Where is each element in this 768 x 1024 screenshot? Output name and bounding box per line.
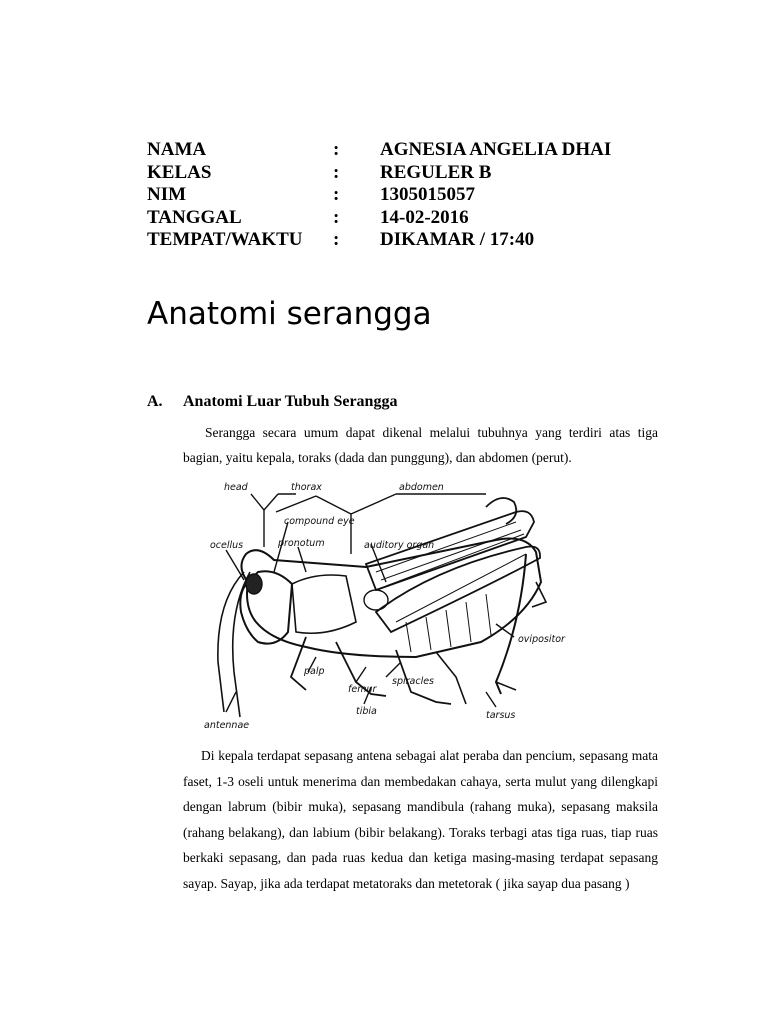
identity-label: KELAS xyxy=(147,161,212,183)
label-ovipositor: ovipositor xyxy=(518,634,565,645)
identity-value: 14-02-2016 xyxy=(380,206,469,228)
identity-row xyxy=(147,229,667,252)
identity-label: NAMA xyxy=(147,139,207,160)
identity-value: REGULER B xyxy=(380,161,492,183)
identity-label: NIM xyxy=(147,184,187,205)
label-antennae: antennae xyxy=(204,720,250,731)
label-ocellus: ocellus xyxy=(210,540,244,551)
identity-label: TANGGAL xyxy=(147,206,242,228)
label-tarsus: tarsus xyxy=(486,710,516,721)
identity-value: AGNESIA ANGELIA DHAI xyxy=(380,139,612,160)
label-abdomen: abdomen xyxy=(399,482,444,493)
identity-separator: : xyxy=(333,206,340,228)
identity-block xyxy=(147,139,667,252)
section-heading-text: Anatomi Luar Tubuh Serangga xyxy=(183,393,398,410)
label-tibia: tibia xyxy=(356,706,377,717)
identity-label: TEMPAT/WAKTU xyxy=(147,229,303,250)
identity-row xyxy=(147,184,667,207)
body-paragraph: Di kepala terdapat sepasang antena sebagai alat peraba dan pencium, sepasang mata faset, 1-3 oseli untuk menerima dan membedakan cahaya, serta mulut yang dilengkapi dengan labrum (bibir muka), sepasang mandibula (rahang muka), sepasang maksila (rahang belakang), dan labium (bibir belakang). Toraks terbagi atas tiga ruas, tiap ruas berkaki sepasang, dan pada ruas kedua dan ketiga masing-masing terdapat sepasang sayap. Sayap, jika ada terdapat metatoraks dan metetorak ( jika sayap dua pasang ) xyxy=(183,748,658,891)
identity-row xyxy=(147,207,667,230)
identity-row xyxy=(147,162,667,185)
label-head: head xyxy=(224,482,248,493)
identity-separator: : xyxy=(333,161,340,183)
intro-paragraph: Serangga secara umum dapat dikenal melalui tubuhnya yang terdiri atas tiga bagian, yaitu kepala, toraks (dada dan punggung), dan abdomen (perut). xyxy=(183,425,658,465)
identity-separator: : xyxy=(333,139,340,160)
grasshopper-illustration xyxy=(196,472,596,734)
label-pronotum: pronotum xyxy=(278,538,325,549)
section-letter: A. xyxy=(147,393,163,410)
label-spiracles: spiracles xyxy=(392,676,435,687)
identity-value: DIKAMAR / 17:40 xyxy=(380,229,535,250)
grasshopper-anatomy-figure xyxy=(196,472,596,734)
identity-separator: : xyxy=(333,229,340,250)
identity-separator: : xyxy=(333,184,340,205)
page-title: Anatomi serangga xyxy=(147,296,432,332)
identity-row xyxy=(147,139,667,162)
identity-value: 1305015057 xyxy=(380,184,475,205)
label-palp: palp xyxy=(304,666,325,677)
label-thorax: thorax xyxy=(291,482,322,493)
label-compound-eye: compound eye xyxy=(284,516,355,527)
label-auditory-organ: auditory organ xyxy=(364,540,435,551)
label-femur: femur xyxy=(348,684,377,695)
